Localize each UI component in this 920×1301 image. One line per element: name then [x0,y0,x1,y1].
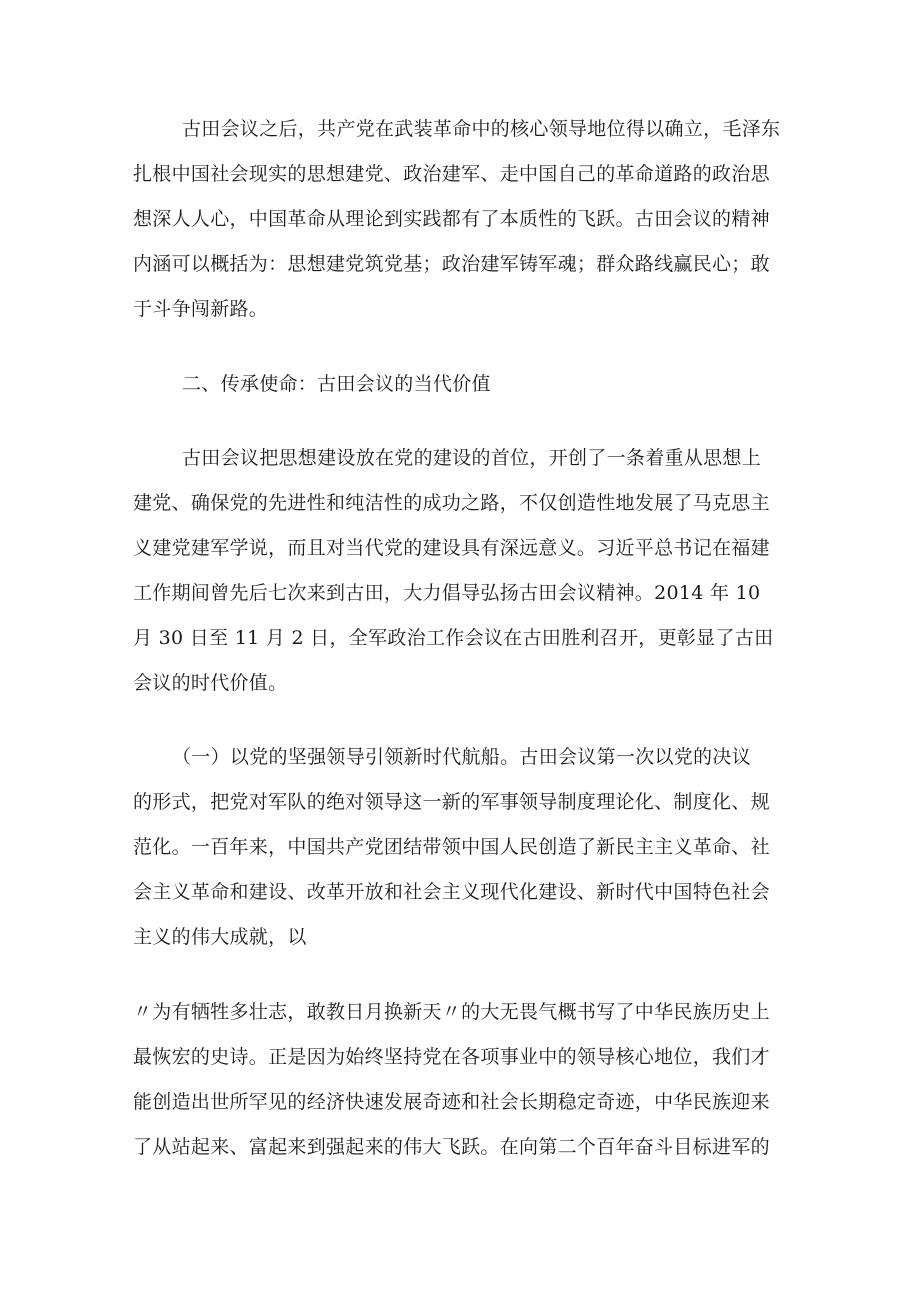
paragraph-4-line-4: 了从站起来、富起来到强起来的伟大飞跃。在向第二个百年奋斗目标进军的 [133,1136,770,1158]
paragraph-3-line-2: 的形式，把党对军队的绝对领导这一新的军事领导制度理论化、制度化、规 [133,791,770,813]
paragraph-2-line-1: 古田会议把思想建设放在党的建设的首位，开创了一条着重从思想上 [182,447,762,469]
paragraph-1-line-4: 内涵可以概括为：思想建党筑党基；政治建军铸军魂；群众路线赢民心；敢 [133,253,770,275]
paragraph-2-line-5: 月 30 日至 11 月 2 日，全军政治工作会议在古田胜利召开，更彰显了古田 [133,627,774,649]
paragraph-3-line-5: 主义的伟大成就，以 [133,926,307,948]
section-heading: 二、传承使命：古田会议的当代价值 [182,373,491,395]
paragraph-4-line-1: 〃为有牺牲多壮志，敢教日月换新天〃的大无畏气概书写了中华民族历史上 [133,1001,770,1023]
paragraph-1-line-1: 古田会议之后，共产党在武装革命中的核心领导地位得以确立，毛泽东 [182,118,781,140]
paragraph-3-line-1: （一）以党的坚强领导引领新时代航船。古田会议第一次以党的决议 [172,746,752,768]
paragraph-2-line-4: 工作期间曾先后七次来到古田，大力倡导弘扬古田会议精神。2014 年 10 [133,582,761,604]
paragraph-4-line-3: 能创造出世所罕见的经济快速发展奇迹和社会长期稳定奇迹，中华民族迎来 [133,1091,770,1113]
paragraph-2-line-3: 义建党建军学说，而且对当代党的建设具有深远意义。习近平总书记在福建 [133,537,770,559]
paragraph-1-line-5: 于斗争闯新路。 [133,298,269,320]
paragraph-3-line-3: 范化。一百年来，中国共产党团结带领中国人民创造了新民主主义革命、社 [133,836,770,858]
paragraph-2-line-2: 建党、确保党的先进性和纯洁性的成功之路，不仅创造性地发展了马克思主 [133,492,770,514]
paragraph-1-line-2: 扎根中国社会现实的思想建党、政治建军、走中国自己的革命道路的政治思 [133,163,770,185]
paragraph-2-line-6: 会议的时代价值。 [133,672,288,694]
paragraph-1-line-3: 想深人人心，中国革命从理论到实践都有了本质性的飞跃。古田会议的精神 [133,208,770,230]
paragraph-3-line-4: 会主义革命和建设、改革开放和社会主义现代化建设、新时代中国特色社会 [133,881,770,903]
paragraph-4-line-2: 最恢宏的史诗。正是因为始终坚持党在各项事业中的领导核心地位，我们才 [133,1046,770,1068]
